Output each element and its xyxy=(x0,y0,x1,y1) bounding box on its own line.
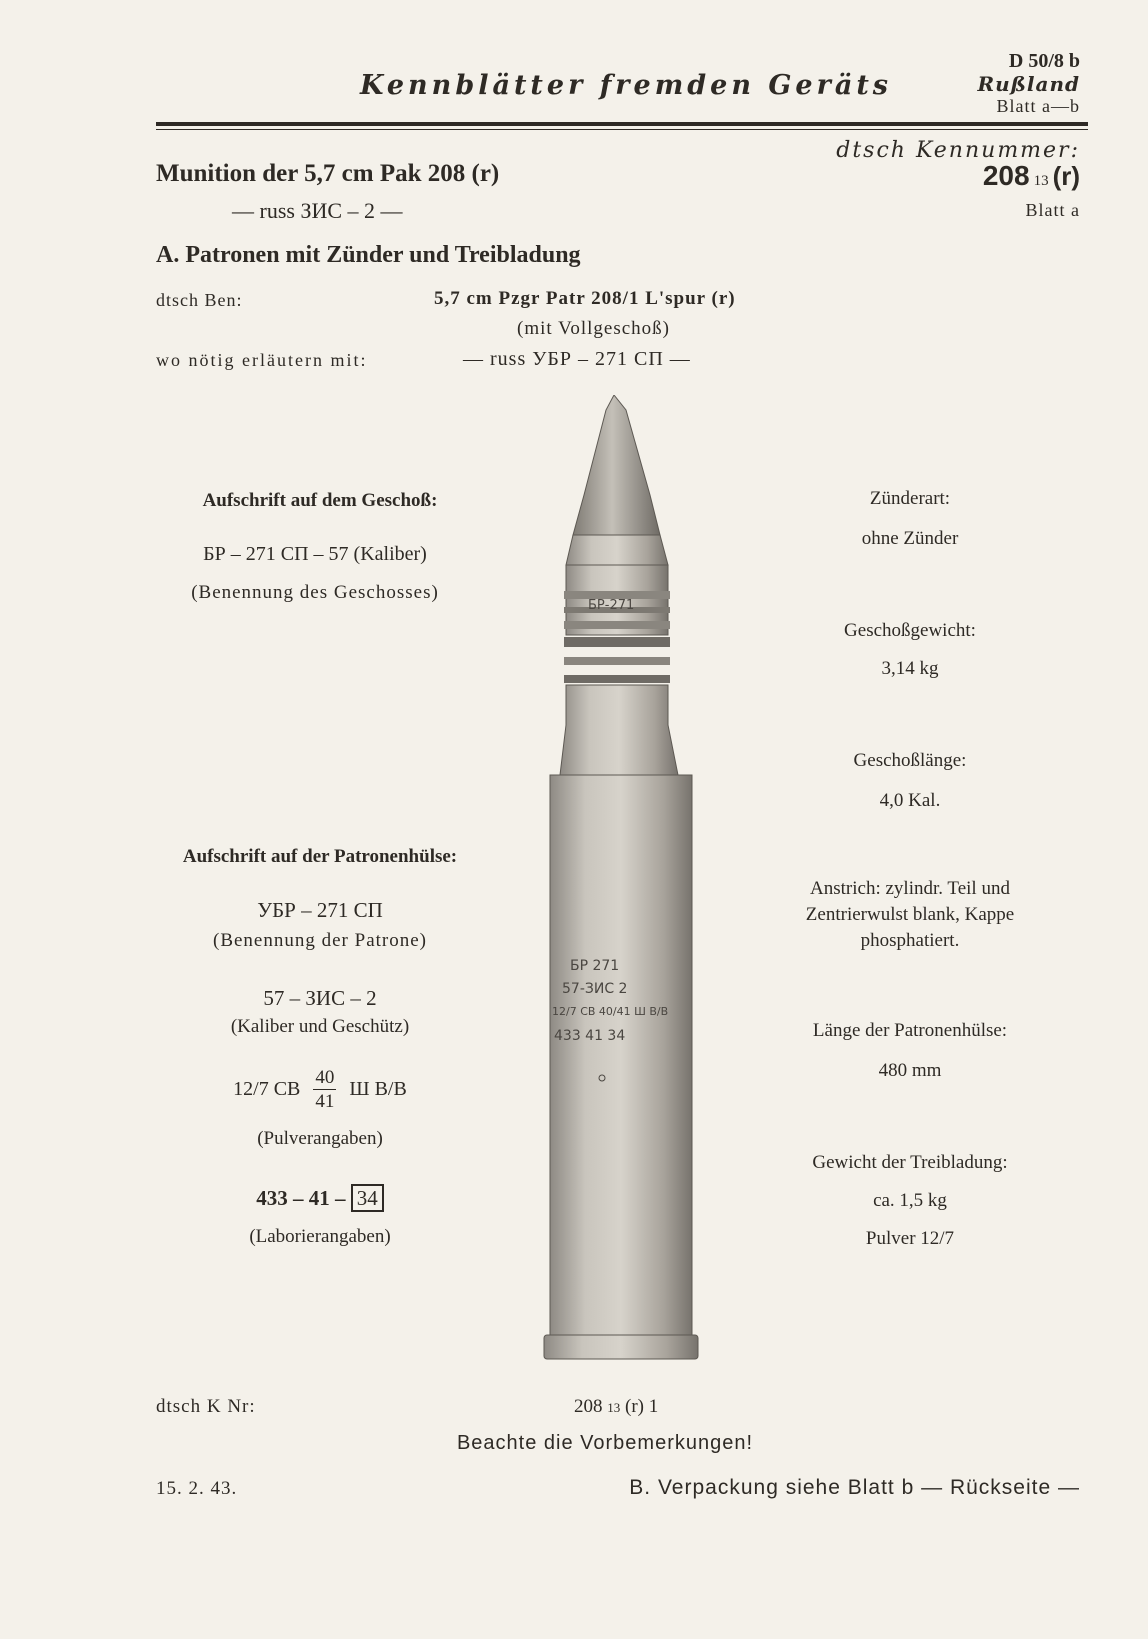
rotating-band-3 xyxy=(564,621,670,629)
page-subtitle: — russ ЗИС – 2 — xyxy=(232,198,403,223)
anstrich-line-1: Anstrich: zylindr. Teil und xyxy=(810,878,1010,899)
zuender-value: ohne Zünder xyxy=(861,528,959,549)
laenge-label: Geschoßlänge: xyxy=(853,750,967,771)
page-title: Munition der 5,7 cm Pak 208 (r) xyxy=(156,160,500,187)
patrone-value: УБР – 271 СП xyxy=(257,898,383,922)
erlaeutern-label: wo nötig erläutern mit: xyxy=(156,350,368,370)
huelse-heading: Aufschrift auf der Patronenhülse: xyxy=(182,846,458,867)
labor-value-row xyxy=(140,1186,500,1211)
knr-value xyxy=(574,1396,658,1418)
rotating-band-5 xyxy=(564,657,670,665)
date: 15. 2. 43. xyxy=(156,1478,238,1499)
geschoss-heading: Aufschrift auf dem Geschoß: xyxy=(202,490,438,511)
kaliber-value: 57 – ЗИС – 2 xyxy=(263,986,377,1010)
pulver-numerator: 40 xyxy=(315,1067,335,1088)
case-marking-2: 57-ЗИС 2 xyxy=(562,981,628,997)
anstrich-line-2: Zentrierwulst blank, Kappe xyxy=(805,904,1015,925)
section-a-heading: A. Patronen mit Zünder und Treibladung xyxy=(156,242,581,268)
patrone-note: (Benennung der Patrone) xyxy=(213,930,427,951)
erlaeutern-value: — russ УБР – 271 СП — xyxy=(463,348,691,370)
sheet-range: Blatt a—b xyxy=(996,96,1080,116)
projectile-marking: БР-271 xyxy=(588,598,635,613)
kaliber-note: (Kaliber und Geschütz) xyxy=(230,1016,410,1037)
beachte-note: Beachte die Vorbemerkungen! xyxy=(456,1432,754,1454)
kennummer xyxy=(983,160,1080,192)
pulver-value: Pulver 12/7 xyxy=(865,1228,955,1249)
knr-sub: 13 xyxy=(607,1400,621,1415)
projectile-ogive xyxy=(566,535,668,565)
pulver-note: (Pulverangaben) xyxy=(257,1128,383,1149)
pulver-formula xyxy=(140,1068,500,1111)
labor-value: 433 – 41 – xyxy=(256,1186,346,1210)
laenge-value: 4,0 Kal. xyxy=(879,790,941,811)
country: Rußland xyxy=(977,72,1080,96)
geschoss-note: (Benennung des Geschosses) xyxy=(191,582,439,603)
kennummer-number: 208 xyxy=(982,160,1030,191)
pulver-left: 12/7 CB xyxy=(233,1078,301,1100)
treib-value: ca. 1,5 kg xyxy=(873,1190,947,1211)
rotating-band-4 xyxy=(564,637,670,647)
huelse-laenge-value: 480 mm xyxy=(878,1060,942,1081)
case-marking-3: 12/7 СВ 40/41 Ш В/В xyxy=(552,1005,669,1018)
doc-id: D 50/8 b xyxy=(1008,50,1080,72)
rotating-band-6 xyxy=(564,675,670,683)
pulver-denominator: 41 xyxy=(315,1091,335,1112)
knr-suffix: (r) 1 xyxy=(625,1396,659,1417)
pulver-fraction xyxy=(313,1068,336,1111)
projectile-nose xyxy=(573,395,660,535)
header-rule-thin xyxy=(156,129,1088,130)
dtsch-ben-label: dtsch Ben: xyxy=(156,290,243,310)
dtsch-ben-value: 5,7 cm Pzgr Patr 208/1 L'spur (r) xyxy=(434,288,736,309)
case-body xyxy=(550,775,692,1335)
gewicht-label: Geschoßgewicht: xyxy=(844,620,976,641)
pulver-right: Ш В/В xyxy=(349,1078,407,1100)
zuender-label: Zünderart: xyxy=(869,488,951,509)
huelse-laenge-label: Länge der Patronenhülse: xyxy=(812,1020,1008,1041)
case-marking-4: 433 41 34 xyxy=(554,1028,626,1044)
labor-note: (Laborierangaben) xyxy=(249,1226,391,1247)
header-rule-thick xyxy=(156,122,1088,126)
treib-label: Gewicht der Treibladung: xyxy=(812,1152,1008,1173)
header-title: Kennblätter fremden Geräts xyxy=(360,70,892,101)
kennummer-sub: 13 xyxy=(1033,173,1049,189)
labor-box: 34 xyxy=(351,1184,384,1212)
dtsch-ben-note: (mit Vollgeschoß) xyxy=(517,318,670,339)
case-neck xyxy=(560,685,678,775)
cartridge-illustration xyxy=(530,395,720,1395)
verpackung-note: B. Verpackung siehe Blatt b — Rückseite — xyxy=(629,1476,1080,1499)
anstrich-line-3: phosphatiert. xyxy=(860,930,960,951)
knr-label: dtsch K Nr: xyxy=(156,1396,256,1417)
kennummer-suffix: (r) xyxy=(1052,161,1080,191)
knr-number: 208 xyxy=(574,1396,603,1417)
kennummer-label: dtsch Kennummer: xyxy=(836,138,1080,163)
case-rim xyxy=(544,1335,698,1359)
gewicht-value: 3,14 kg xyxy=(881,658,939,679)
kennummer-sheet: Blatt a xyxy=(1025,200,1080,220)
geschoss-value: БР – 271 СП – 57 (Kaliber) xyxy=(203,543,427,565)
case-marking-1: БР 271 xyxy=(570,958,620,974)
